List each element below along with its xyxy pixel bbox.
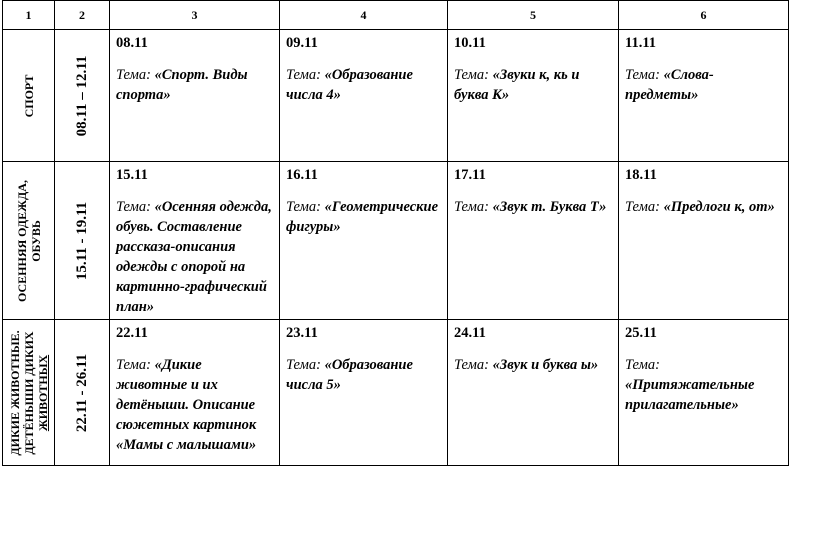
day-date: 08.11	[116, 35, 148, 51]
day-cell	[448, 320, 619, 466]
topic-label: Тема:	[116, 357, 151, 373]
week-period: 15.11 - 19.11	[74, 201, 90, 280]
header-cell-5: 5	[448, 1, 619, 30]
topic-label: Тема:	[454, 357, 489, 373]
topic-text: «Слова-предметы»	[625, 67, 714, 103]
week-period: 22.11 - 26.11	[74, 353, 90, 432]
day-date: 15.11	[116, 167, 148, 183]
week-period-cell	[55, 320, 110, 466]
week-theme-line: ОСЕННЯЯ ОДЕЖДА,	[14, 179, 29, 302]
week-theme	[8, 330, 50, 455]
week-row-autumn-clothes	[3, 162, 789, 320]
week-period-cell	[55, 162, 110, 320]
day-date: 22.11	[116, 325, 148, 341]
topic-text: «Притяжательные прилагательные»	[625, 377, 755, 413]
day-date: 25.11	[625, 325, 657, 341]
topic-text: «Предлоги к, от»	[663, 199, 775, 215]
day-cell	[448, 162, 619, 320]
day-date: 24.11	[454, 325, 486, 341]
day-date: 10.11	[454, 35, 486, 51]
day-date: 17.11	[454, 167, 486, 183]
header-cell-2: 2	[55, 1, 110, 30]
topic-label: Тема:	[116, 199, 151, 215]
day-date: 23.11	[286, 325, 318, 341]
topic-label: Тема:	[286, 357, 321, 373]
day-date: 11.11	[625, 35, 657, 51]
topic-label: Тема:	[625, 357, 660, 373]
topic-text: «Образование числа 5»	[286, 357, 413, 393]
header-cell-3: 3	[110, 1, 280, 30]
week-theme-line: СПОРТ	[21, 74, 36, 117]
topic-text: «Дикие животные и их детёныши. Описание сюжетных картинок «Мамы с малышами»	[116, 357, 257, 453]
topic-text: «Осенняя одежда, обувь. Составление рассказа-описания одежды с опорой на картинно-графический план»	[116, 199, 272, 315]
topic-label: Тема:	[625, 67, 660, 83]
header-row	[3, 1, 789, 30]
day-cell	[280, 162, 448, 320]
week-theme-cell	[3, 320, 55, 466]
day-cell	[110, 162, 280, 320]
week-theme-line: ОБУВЬ	[28, 219, 43, 262]
day-date: 16.11	[286, 167, 318, 183]
day-date: 18.11	[625, 167, 657, 183]
topic-label: Тема:	[454, 199, 489, 215]
week-period-cell	[55, 30, 110, 162]
day-cell	[448, 30, 619, 162]
topic-label: Тема:	[286, 199, 321, 215]
day-cell	[280, 320, 448, 466]
week-period: 08.11 – 12.11	[74, 55, 90, 136]
day-cell	[280, 30, 448, 162]
day-cell	[619, 162, 789, 320]
header-cell-1: 1	[3, 1, 55, 30]
week-theme-line: ДИКИЕ ЖИВОТНЫЕ.	[7, 329, 22, 456]
topic-label: Тема:	[454, 67, 489, 83]
day-date: 09.11	[286, 35, 318, 51]
week-row-wild-animals	[3, 320, 789, 466]
topic-text: «Геометрические фигуры»	[286, 199, 439, 235]
week-theme	[15, 180, 43, 302]
topic-text: «Звук и буква ы»	[492, 357, 599, 373]
week-theme	[22, 74, 36, 117]
lesson-plan-table	[2, 0, 789, 466]
day-cell	[110, 320, 280, 466]
topic-label: Тема:	[116, 67, 151, 83]
topic-text: «Звук т. Буква Т»	[492, 199, 607, 215]
week-theme-cell	[3, 30, 55, 162]
topic-label: Тема:	[286, 67, 321, 83]
week-theme-cell	[3, 162, 55, 320]
topic-label: Тема:	[625, 199, 660, 215]
header-cell-6: 6	[619, 1, 789, 30]
week-theme-line: ДЕТЁНЫШИ ДИКИХ	[21, 330, 36, 455]
week-theme-line: ЖИВОТНЫХ	[35, 354, 50, 431]
header-cell-4: 4	[280, 1, 448, 30]
day-cell	[110, 30, 280, 162]
topic-text: «Образование числа 4»	[286, 67, 413, 103]
day-cell	[619, 320, 789, 466]
topic-text: «Звуки к, кь и буква К»	[454, 67, 580, 103]
topic-text: «Спорт. Виды спорта»	[116, 67, 248, 103]
day-cell	[619, 30, 789, 162]
week-row-sport	[3, 30, 789, 162]
